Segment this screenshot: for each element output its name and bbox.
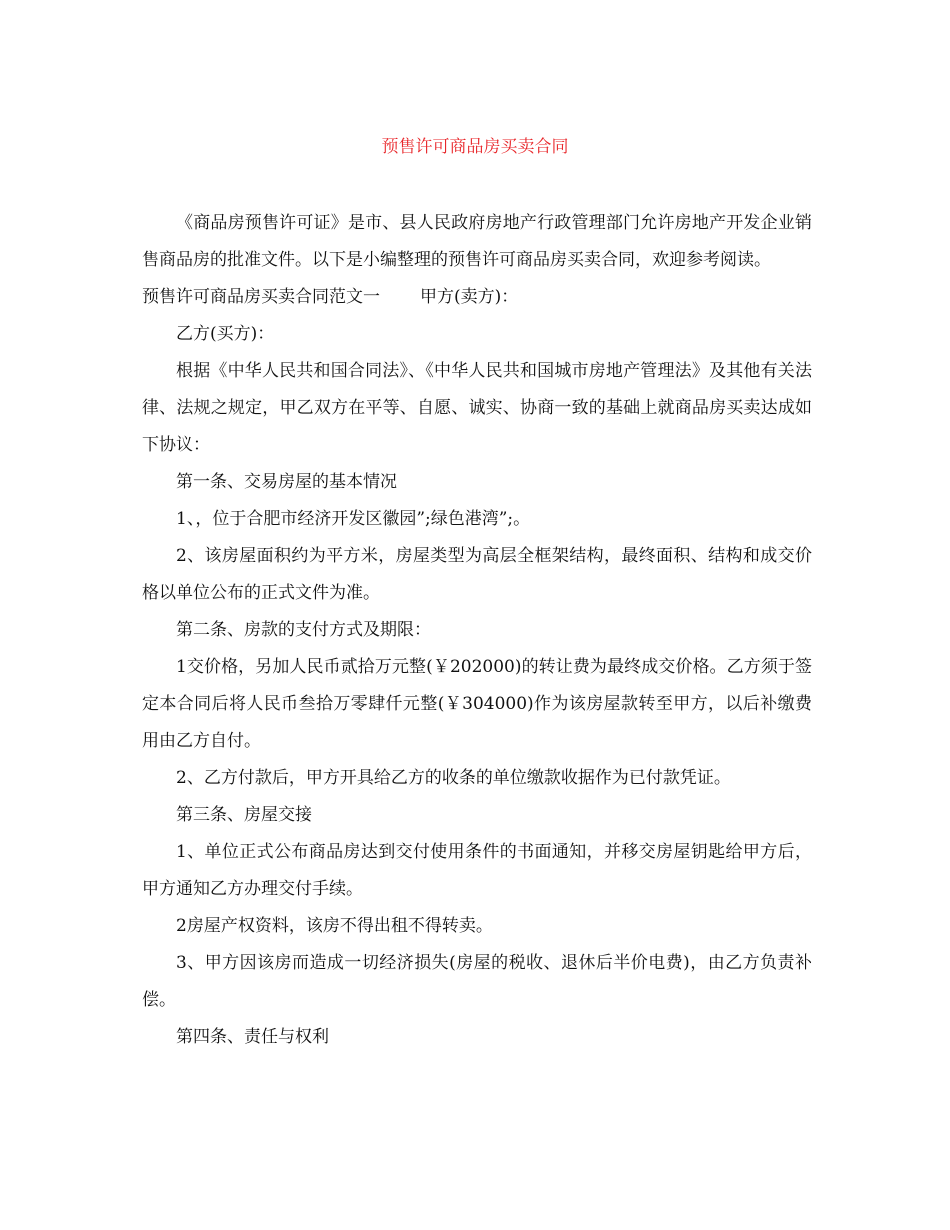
document-body — [142, 205, 812, 1056]
intro-paragraph: 《商品房预售许可证》是市、县人民政府房地产行政管理部门允许房地产开发企业销售商品房的批准文件。以下是小编整理的预售许可商品房买卖合同，欢迎参考阅读。 — [142, 213, 812, 270]
party-a-label: 甲方(卖方)： — [420, 287, 519, 307]
article-2-heading: 第二条、房款的支付方式及期限： — [176, 620, 431, 640]
article-3-clause-3: 3、甲方因该房而造成一切经济损失(房屋的税收、退休后半价电费)，由乙方负责补偿。 — [142, 953, 812, 1010]
article-1-clause-1: 1、，位于合肥市经济开发区徽园”;绿色港湾”;。 — [176, 509, 531, 529]
article-2-clause-1: 1交价格，另加人民币贰拾万元整(￥202000)的转让费为最终成交价格。乙方须于签定本合同后将人民币叁拾万零肆仟元整(￥304000)作为该房屋款转至甲方，以后补缴费用由乙方自付。 — [142, 657, 812, 751]
article-1-clause-2: 2、该房屋面积约为平方米，房屋类型为高层全框架结构，最终面积、结构和成交价格以单位公布的正式文件为准。 — [142, 546, 812, 603]
sample-heading: 预售许可商品房买卖合同范文一 — [142, 287, 380, 307]
article-3-clause-1: 1、单位正式公布商品房达到交付使用条件的书面通知，并移交房屋钥匙给甲方后，甲方通知乙方办理交付手续。 — [142, 842, 812, 899]
article-3-heading: 第三条、房屋交接 — [176, 805, 312, 825]
legal-basis-paragraph: 根据《中华人民共和国合同法》、《中华人民共和国城市房地产管理法》及其他有关法律、法规之规定，甲乙双方在平等、自愿、诚实、协商一致的基础上就商品房买卖达成如下协议： — [142, 361, 812, 455]
party-b-label: 乙方(买方)： — [176, 324, 275, 344]
article-4-heading: 第四条、责任与权利 — [176, 1027, 329, 1047]
article-1-heading: 第一条、交易房屋的基本情况 — [176, 472, 397, 492]
sample-heading-line — [142, 279, 812, 316]
document-title: 预售许可商品房买卖合同 — [381, 137, 569, 157]
article-3-clause-2: 2房屋产权资料，该房不得出租不得转卖。 — [176, 916, 493, 936]
article-2-clause-2: 2、乙方付款后，甲方开具给乙方的收条的单位缴款收据作为已付款凭证。 — [176, 768, 731, 788]
